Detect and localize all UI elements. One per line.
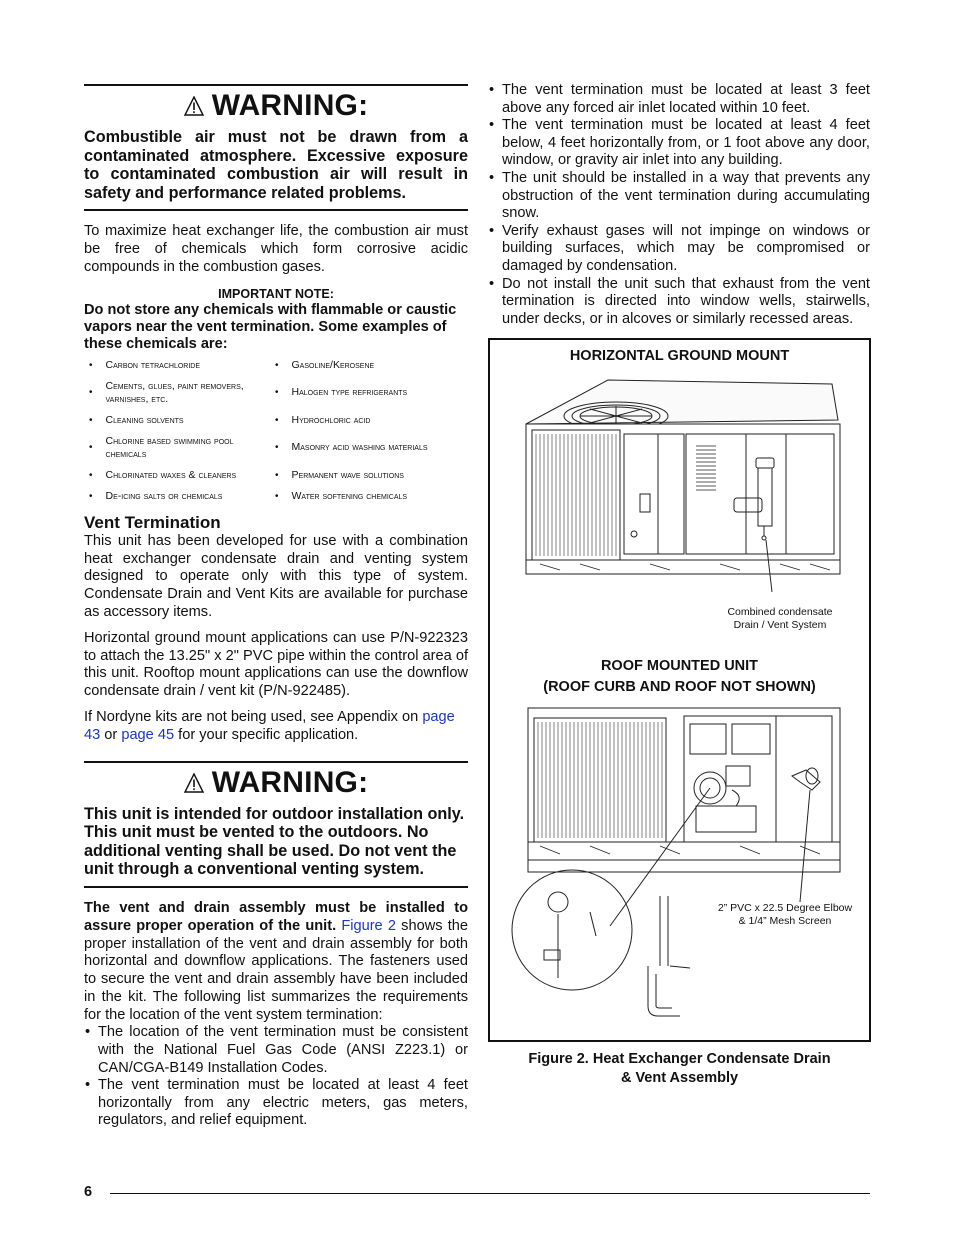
horizontal-unit-illustration (520, 376, 850, 606)
vent-paragraph-1: This unit has been developed for use with a combination heat exchanger condensate drain and venting system designed to operate only with this type of system. Condensate Drain and Vent Kits are available for purchase as accessory items. (84, 532, 468, 620)
list-item: • Gasoline/Kerosene (275, 358, 375, 371)
warning-bottom-rule (84, 209, 468, 211)
section-heading-vent-termination: Vent Termination (84, 512, 221, 532)
assembly-paragraph: The vent and drain assembly must be installed to assure proper operation of the unit. Figure 2 shows the proper installation of the vent and drain assembly for both horizontal and downflow applications. The fasteners used to secure the vent and drain assembly have been included in the kit. The following list summarizes the requirements for the location of the vent system termination: (84, 899, 468, 1023)
right-bullet-list (488, 82, 870, 328)
list-item: • Verify exhaust gases will not impinge on windows or building surfaces, which may be compromised or damaged by condensation. (488, 223, 870, 276)
list-item: • The vent termination must be located at least 4 feet horizontally from any electric meters, gas meters, regulators, and relief equipment. (84, 1077, 468, 1130)
footer-rule (110, 1193, 870, 1194)
roof-callout: 2” PVC x 22.5 Degree Elbow & 1/4” Mesh Screen (717, 902, 853, 927)
list-item: • Halogen type refrigerants (275, 386, 408, 399)
list-item: • Cleaning solvents (89, 413, 184, 426)
list-item: • The vent termination must be located at least 4 feet below, 4 feet horizontally from, or 1 foot above any door, window, or gravity air inlet into any building. (488, 117, 870, 170)
horizontal-ground-mount-title: HORIZONTAL GROUND MOUNT (569, 348, 790, 364)
warning-heading-2 (84, 763, 468, 803)
important-note-title: IMPORTANT NOTE: (218, 286, 334, 301)
horizontal-callout: Combined condensate Drain / Vent System (727, 606, 833, 631)
list-item: • Carbon tetrachloride (89, 358, 201, 371)
list-item: • Hydrochloric acid (275, 413, 371, 426)
list-item: • Masonry acid washing materials (275, 441, 428, 454)
figure-2-link[interactable]: Figure 2 (341, 917, 396, 934)
warning-triangle-icon (184, 96, 204, 116)
roof-unit-illustration (500, 706, 860, 1036)
warning-title: WARNING: (211, 89, 369, 122)
warning-triangle-icon (184, 773, 204, 793)
chemicals-list (84, 359, 468, 503)
right-column (488, 82, 870, 328)
warning-heading-1 (84, 86, 468, 126)
intro-paragraph: To maximize heat exchanger life, the combustion air must be free of chemicals which form corrosive acidic compounds in the combustion gases. (84, 223, 468, 275)
list-item: • The unit should be installed in a way that prevents any obstruction of the vent termination during accumulating snow. (488, 170, 870, 223)
warning-bottom-rule (84, 886, 468, 888)
left-bullet-list (84, 1024, 468, 1130)
warning-body-1: Combustible air must not be drawn from a contaminated atmosphere. Excessive exposure to contaminated combustion air will result in safety and performance related problems. (84, 128, 468, 202)
page-number: 6 (84, 1184, 93, 1200)
figure-caption: Figure 2. Heat Exchanger Condensate Drain & Vent Assembly (528, 1051, 831, 1086)
list-item: • Cements, glues, paint removers, varnishes, etc. (89, 379, 244, 405)
list-item: • De-icing salts or chemicals (89, 489, 223, 502)
page-43-link[interactable]: page 43 (84, 708, 455, 743)
warning-title: WARNING: (211, 765, 369, 799)
list-item: • Water softening chemicals (275, 489, 408, 502)
list-item: • The vent termination must be located at least 3 feet above any forced air inlet located within 10 feet. (488, 82, 870, 117)
list-item: • Chlorine based swimming pool chemicals (89, 434, 234, 460)
list-item: • Chlorinated waxes & cleaners (89, 468, 237, 481)
list-item: • Permanent wave solutions (275, 468, 404, 481)
important-note-body: Do not store any chemicals with flammable or caustic vapors near the vent termination. Some examples of these chemicals are: (84, 301, 457, 352)
list-item: • The location of the vent termination must be consistent with the National Fuel Gas Code (ANSI Z223.1) or CAN/CGA-B149 Installation Codes. (84, 1024, 468, 1077)
list-item: • Do not install the unit such that exhaust from the vent termination is directed into window wells, stairwells, under decks, or in alcoves or similarly recessed areas. (488, 276, 870, 329)
left-column (84, 84, 468, 1130)
page-45-link[interactable]: page 45 (121, 726, 175, 743)
vent-paragraph-2: Horizontal ground mount applications can use P/N-922323 to attach the 13.25" x 2" PVC pipe within the control area of this unit. Rooftop mount applications can use the downflow condensate drain / vent kit (P/N-922485). (84, 629, 468, 700)
roof-mounted-title: ROOF MOUNTED UNIT (ROOF CURB AND ROOF NOT SHOWN) (543, 658, 816, 695)
vent-paragraph-3: If Nordyne kits are not being used, see Appendix on page 43 or page 45 for your specific application. (84, 708, 455, 743)
warning-body-2: This unit is intended for outdoor installation only. This unit must be vented to the outdoors. No additional venting shall be used. Do not vent the unit through a conventional venting system. (84, 804, 465, 879)
figure-2-box (488, 338, 871, 1042)
